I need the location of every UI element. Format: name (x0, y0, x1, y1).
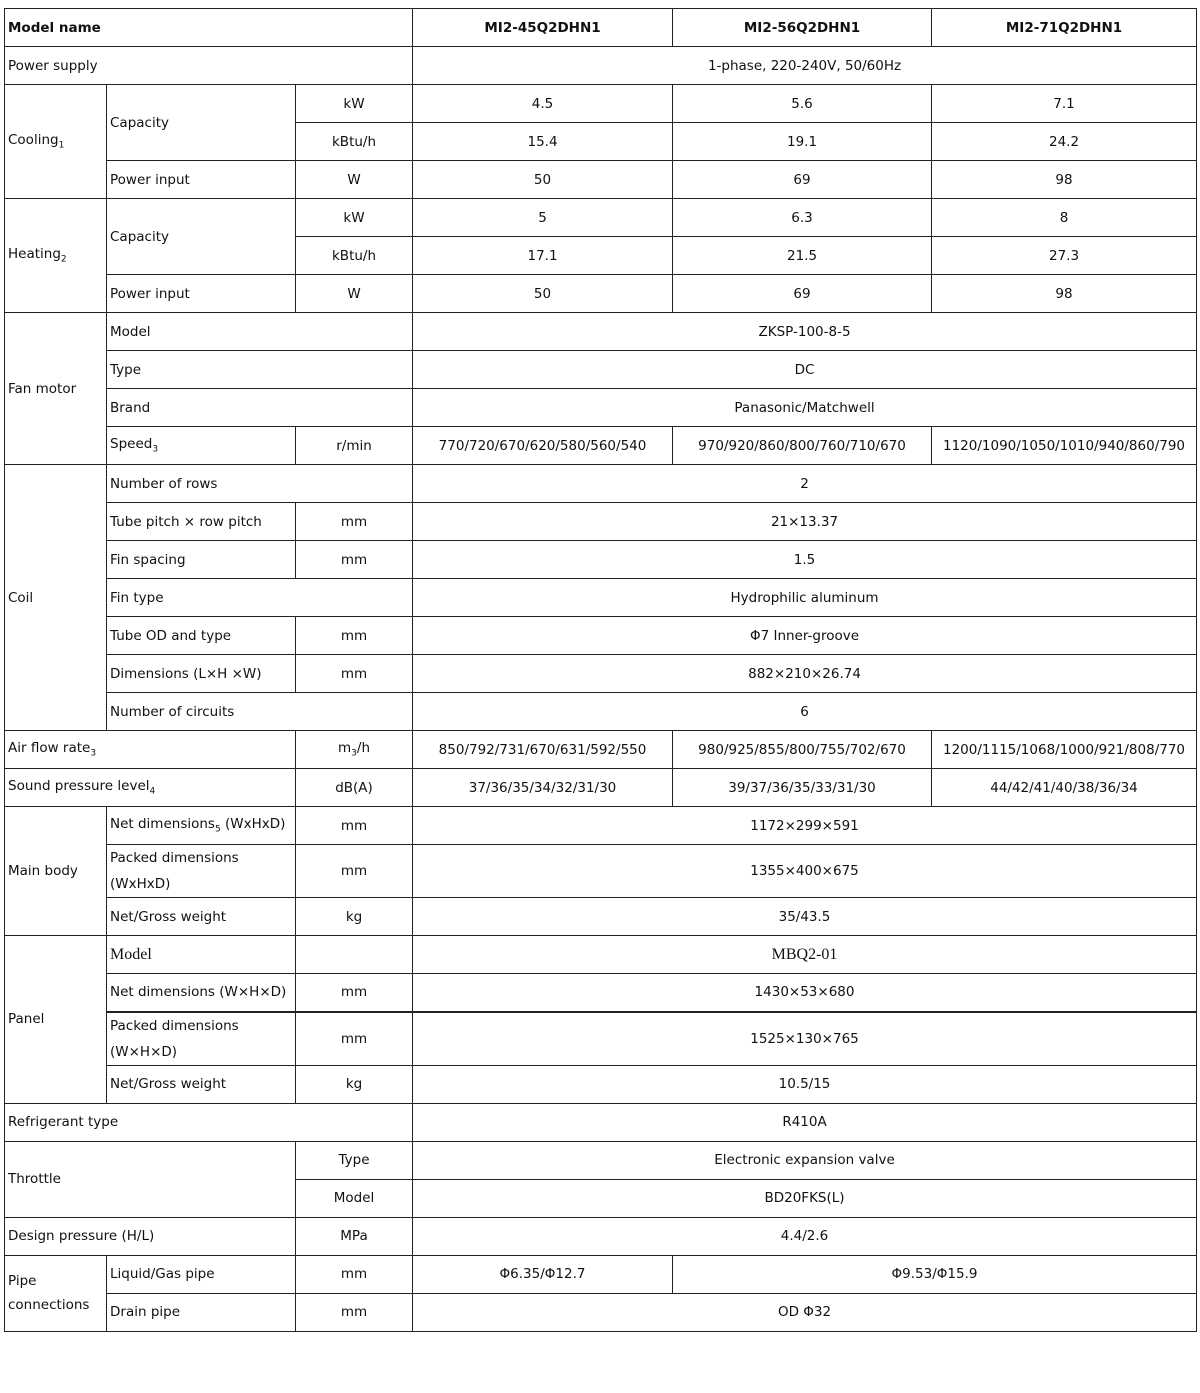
coil-fin-spacing-row (5, 541, 1197, 579)
coil-rows-label: Number of rows (107, 465, 413, 503)
pipe-liquid-56-71: Φ9.53/Φ15.9 (673, 1255, 1197, 1293)
fan-speed-note: 3 (152, 444, 159, 455)
coil-fin-spacing-label: Fin spacing (107, 541, 296, 579)
fan-model-row (5, 313, 1197, 351)
coil-fin-spacing-unit: mm (296, 541, 413, 579)
fan-brand-value: Panasonic/Matchwell (413, 389, 1197, 427)
cooling-kbtu-unit: kBtu/h (296, 123, 413, 161)
panel-net-row (5, 974, 1197, 1012)
cooling-kbtu-45: 15.4 (413, 123, 673, 161)
panel-model-value: MBQ2-01 (413, 936, 1197, 974)
air-flow-71: 1200/1115/1068/1000/921/808/770 (932, 731, 1197, 769)
cooling-power-label: Power input (107, 161, 296, 199)
sound-56: 39/37/36/35/33/31/30 (673, 769, 932, 807)
sound-row (5, 769, 1197, 807)
cooling-kw-56: 5.6 (673, 85, 932, 123)
throttle-type-row (5, 1141, 1197, 1179)
panel-model-unit (296, 936, 413, 974)
panel-weight-label: Net/Gross weight (107, 1065, 296, 1103)
coil-tube-row (5, 617, 1197, 655)
fan-model-label: Model (107, 313, 413, 351)
panel-weight-unit: kg (296, 1065, 413, 1103)
heating-kw-row (5, 199, 1197, 237)
body-packed-row (5, 845, 1197, 898)
cooling-kw-45: 4.5 (413, 85, 673, 123)
pipe-liquid-unit: mm (296, 1255, 413, 1293)
pipe-drain-unit: mm (296, 1293, 413, 1331)
refrigerant-row (5, 1103, 1197, 1141)
fan-speed-unit: r/min (296, 427, 413, 465)
fan-model-value: ZKSP-100-8-5 (413, 313, 1197, 351)
pipe-drain-label: Drain pipe (107, 1293, 296, 1331)
refrigerant-label: Refrigerant type (5, 1103, 413, 1141)
pipe-liquid-row (5, 1255, 1197, 1293)
cooling-kw-unit: kW (296, 85, 413, 123)
pipe-liquid-45: Φ6.35/Φ12.7 (413, 1255, 673, 1293)
fan-speed-56: 970/920/860/800/760/710/670 (673, 427, 932, 465)
fan-speed-71: 1120/1090/1050/1010/940/860/790 (932, 427, 1197, 465)
coil-dimensions-row (5, 655, 1197, 693)
coil-fin-type-value: Hydrophilic aluminum (413, 579, 1197, 617)
coil-dimensions-value: 882×210×26.74 (413, 655, 1197, 693)
cooling-label: Cooling$_1$ (5, 85, 107, 199)
refrigerant-value: R410A (413, 1103, 1197, 1141)
air-flow-unit: $m_3/h$ (296, 731, 413, 769)
fan-brand-row (5, 389, 1197, 427)
throttle-model-value: BD20FKS(L) (413, 1179, 1197, 1217)
throttle-model-label: Model (296, 1179, 413, 1217)
fan-brand-label: Brand (107, 389, 413, 427)
power-supply-row (5, 47, 1197, 85)
pipe-drain-row (5, 1293, 1197, 1331)
panel-net-value: 1430×53×680 (413, 974, 1197, 1012)
cooling-power-row (5, 161, 1197, 199)
sound-45: 37/36/35/34/32/31/30 (413, 769, 673, 807)
air-flow-row (5, 731, 1197, 769)
coil-rows-row (5, 465, 1197, 503)
heating-kw-unit: kW (296, 199, 413, 237)
model-71: MI2-71Q2DHN1 (932, 9, 1197, 47)
fan-motor-label: Fan motor (5, 313, 107, 465)
fan-speed-row (5, 427, 1197, 465)
throttle-label: Throttle (5, 1141, 296, 1217)
body-weight-value: 35/43.5 (413, 898, 1197, 936)
body-weight-unit: kg (296, 898, 413, 936)
body-packed-unit: mm (296, 845, 413, 898)
cooling-note: 1 (58, 140, 65, 151)
throttle-type-value: Electronic expansion valve (413, 1141, 1197, 1179)
power-supply-label: Power supply (5, 47, 413, 85)
throttle-type-label: Type (296, 1141, 413, 1179)
body-net-label: Net dimensions$_5$ (WxHxD) (107, 807, 296, 845)
model-56: MI2-56Q2DHN1 (673, 9, 932, 47)
coil-tube-unit: mm (296, 617, 413, 655)
coil-dimensions-unit: mm (296, 655, 413, 693)
cooling-kbtu-71: 24.2 (932, 123, 1197, 161)
sound-note: 4 (149, 786, 156, 797)
cooling-power-45: 50 (413, 161, 673, 199)
air-flow-unit-sub: 3 (351, 748, 357, 759)
coil-pitch-value: 21×13.37 (413, 503, 1197, 541)
body-packed-value: 1355×400×675 (413, 845, 1197, 898)
panel-model-label: Model (107, 936, 296, 974)
air-flow-56: 980/925/855/800/755/702/670 (673, 731, 932, 769)
panel-model-row (5, 936, 1197, 974)
fan-type-label: Type (107, 351, 413, 389)
coil-tube-value: Φ7 Inner-groove (413, 617, 1197, 655)
heating-label: Heating$_2$ (5, 199, 107, 313)
panel-packed-row (5, 1012, 1197, 1066)
heating-power-71: 98 (932, 275, 1197, 313)
heating-kw-45: 5 (413, 199, 673, 237)
panel-weight-row (5, 1065, 1197, 1103)
coil-dimensions-label: Dimensions (L×H ×W) (107, 655, 296, 693)
body-net-unit: mm (296, 807, 413, 845)
design-pressure-row (5, 1217, 1197, 1255)
air-flow-note: 3 (90, 748, 97, 759)
spec-table (4, 8, 1197, 1332)
coil-circuits-row (5, 693, 1197, 731)
cooling-power-unit: W (296, 161, 413, 199)
coil-pitch-unit: mm (296, 503, 413, 541)
body-packed-label: Packed dimensions (WxHxD) (107, 845, 296, 898)
body-net-note: 5 (214, 824, 221, 835)
air-flow-45: 850/792/731/670/631/592/550 (413, 731, 673, 769)
main-body-label: Main body (5, 807, 107, 936)
coil-fin-spacing-value: 1.5 (413, 541, 1197, 579)
panel-weight-value: 10.5/15 (413, 1065, 1197, 1103)
heating-power-label: Power input (107, 275, 296, 313)
cooling-power-71: 98 (932, 161, 1197, 199)
sound-71: 44/42/41/40/38/36/34 (932, 769, 1197, 807)
fan-type-value: DC (413, 351, 1197, 389)
cooling-capacity-label: Capacity (107, 85, 296, 161)
heating-capacity-label: Capacity (107, 199, 296, 275)
pipe-liquid-label: Liquid/Gas pipe (107, 1255, 296, 1293)
fan-type-row (5, 351, 1197, 389)
heating-kbtu-71: 27.3 (932, 237, 1197, 275)
design-pressure-value: 4.4/2.6 (413, 1217, 1197, 1255)
coil-circuits-value: 6 (413, 693, 1197, 731)
fan-speed-45: 770/720/670/620/580/560/540 (413, 427, 673, 465)
heating-kbtu-45: 17.1 (413, 237, 673, 275)
air-flow-label: Air flow rate$_3$ (5, 731, 296, 769)
design-pressure-unit: MPa (296, 1217, 413, 1255)
power-supply-value: 1-phase, 220-240V, 50/60Hz (413, 47, 1197, 85)
body-net-row (5, 807, 1197, 845)
panel-packed-unit: mm (296, 1012, 413, 1066)
panel-net-unit: mm (296, 974, 413, 1012)
coil-tube-label: Tube OD and type (107, 617, 296, 655)
pipe-drain-value: OD Φ32 (413, 1293, 1197, 1331)
model-45: MI2-45Q2DHN1 (413, 9, 673, 47)
heating-kbtu-56: 21.5 (673, 237, 932, 275)
heating-kbtu-unit: kBtu/h (296, 237, 413, 275)
heating-kw-56: 6.3 (673, 199, 932, 237)
panel-net-label: Net dimensions (W×H×D) (107, 974, 296, 1012)
heating-kw-71: 8 (932, 199, 1197, 237)
pipe-connections-label: Pipe connections (5, 1255, 107, 1331)
sound-unit: dB(A) (296, 769, 413, 807)
heating-power-45: 50 (413, 275, 673, 313)
coil-circuits-label: Number of circuits (107, 693, 413, 731)
heating-power-56: 69 (673, 275, 932, 313)
coil-pitch-label: Tube pitch × row pitch (107, 503, 296, 541)
coil-fin-type-label: Fin type (107, 579, 413, 617)
heating-note: 2 (60, 254, 67, 265)
panel-label: Panel (5, 936, 107, 1104)
coil-fin-type-row (5, 579, 1197, 617)
coil-rows-value: 2 (413, 465, 1197, 503)
header-row (5, 9, 1197, 47)
cooling-power-56: 69 (673, 161, 932, 199)
cooling-kbtu-56: 19.1 (673, 123, 932, 161)
cooling-kw-row (5, 85, 1197, 123)
model-name-label: Model name (5, 9, 413, 47)
sound-label: Sound pressure level$_4$ (5, 769, 296, 807)
body-net-value: 1172×299×591 (413, 807, 1197, 845)
cooling-kw-71: 7.1 (932, 85, 1197, 123)
panel-packed-value: 1525×130×765 (413, 1012, 1197, 1066)
fan-speed-label: Speed$_3$ (107, 427, 296, 465)
coil-label: Coil (5, 465, 107, 731)
heating-power-unit: W (296, 275, 413, 313)
coil-pitch-row (5, 503, 1197, 541)
panel-packed-label: Packed dimensions (W×H×D) (107, 1012, 296, 1066)
heating-power-row (5, 275, 1197, 313)
body-weight-label: Net/Gross weight (107, 898, 296, 936)
body-weight-row (5, 898, 1197, 936)
design-pressure-label: Design pressure (H/L) (5, 1217, 296, 1255)
